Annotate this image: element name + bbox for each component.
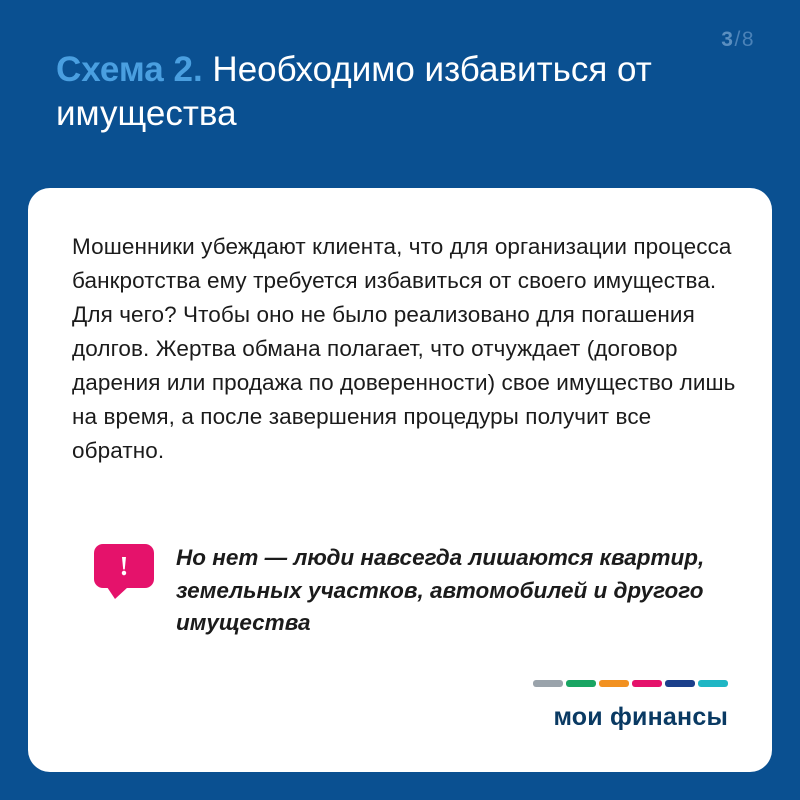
- exclamation-bubble-icon: [94, 544, 154, 588]
- brand-name: мои финансы: [553, 703, 728, 731]
- brand-color-bars: [514, 680, 728, 687]
- title-rest: Необходимо избавиться от имущества: [56, 50, 652, 134]
- page-current: 3: [721, 28, 734, 51]
- brand-bar: [665, 680, 695, 687]
- page-separator: /: [734, 28, 741, 51]
- brand-bar: [566, 680, 596, 687]
- warning-callout: [94, 540, 714, 640]
- brand-bar: [599, 680, 629, 687]
- brand-bar: [698, 680, 728, 687]
- exclamation-mark: !: [119, 550, 129, 581]
- brand-logo: [514, 680, 728, 732]
- page-indicator: [721, 28, 754, 52]
- page-title: [56, 48, 696, 136]
- body-paragraph: Мошенники убеждают клиента, что для организации процесса банкротства ему требуется избавиться от своего имущества. Для чего? Чтобы оно не было реализовано для погашения долгов. Жертва обмана полагает, что отчуждает (договор дарения или продажа по доверенности) свое имущество лишь на время, а после завершения процедуры получит все обратно.: [72, 234, 736, 463]
- page-total: 8: [741, 28, 754, 51]
- content-card: [28, 188, 772, 772]
- brand-bar: [632, 680, 662, 687]
- brand-bar: [533, 680, 563, 687]
- title-accent: Схема 2.: [56, 50, 203, 89]
- callout-text: Но нет — люди навсегда лишаются квартир, земельных участков, автомобилей и другого имущества: [176, 545, 705, 636]
